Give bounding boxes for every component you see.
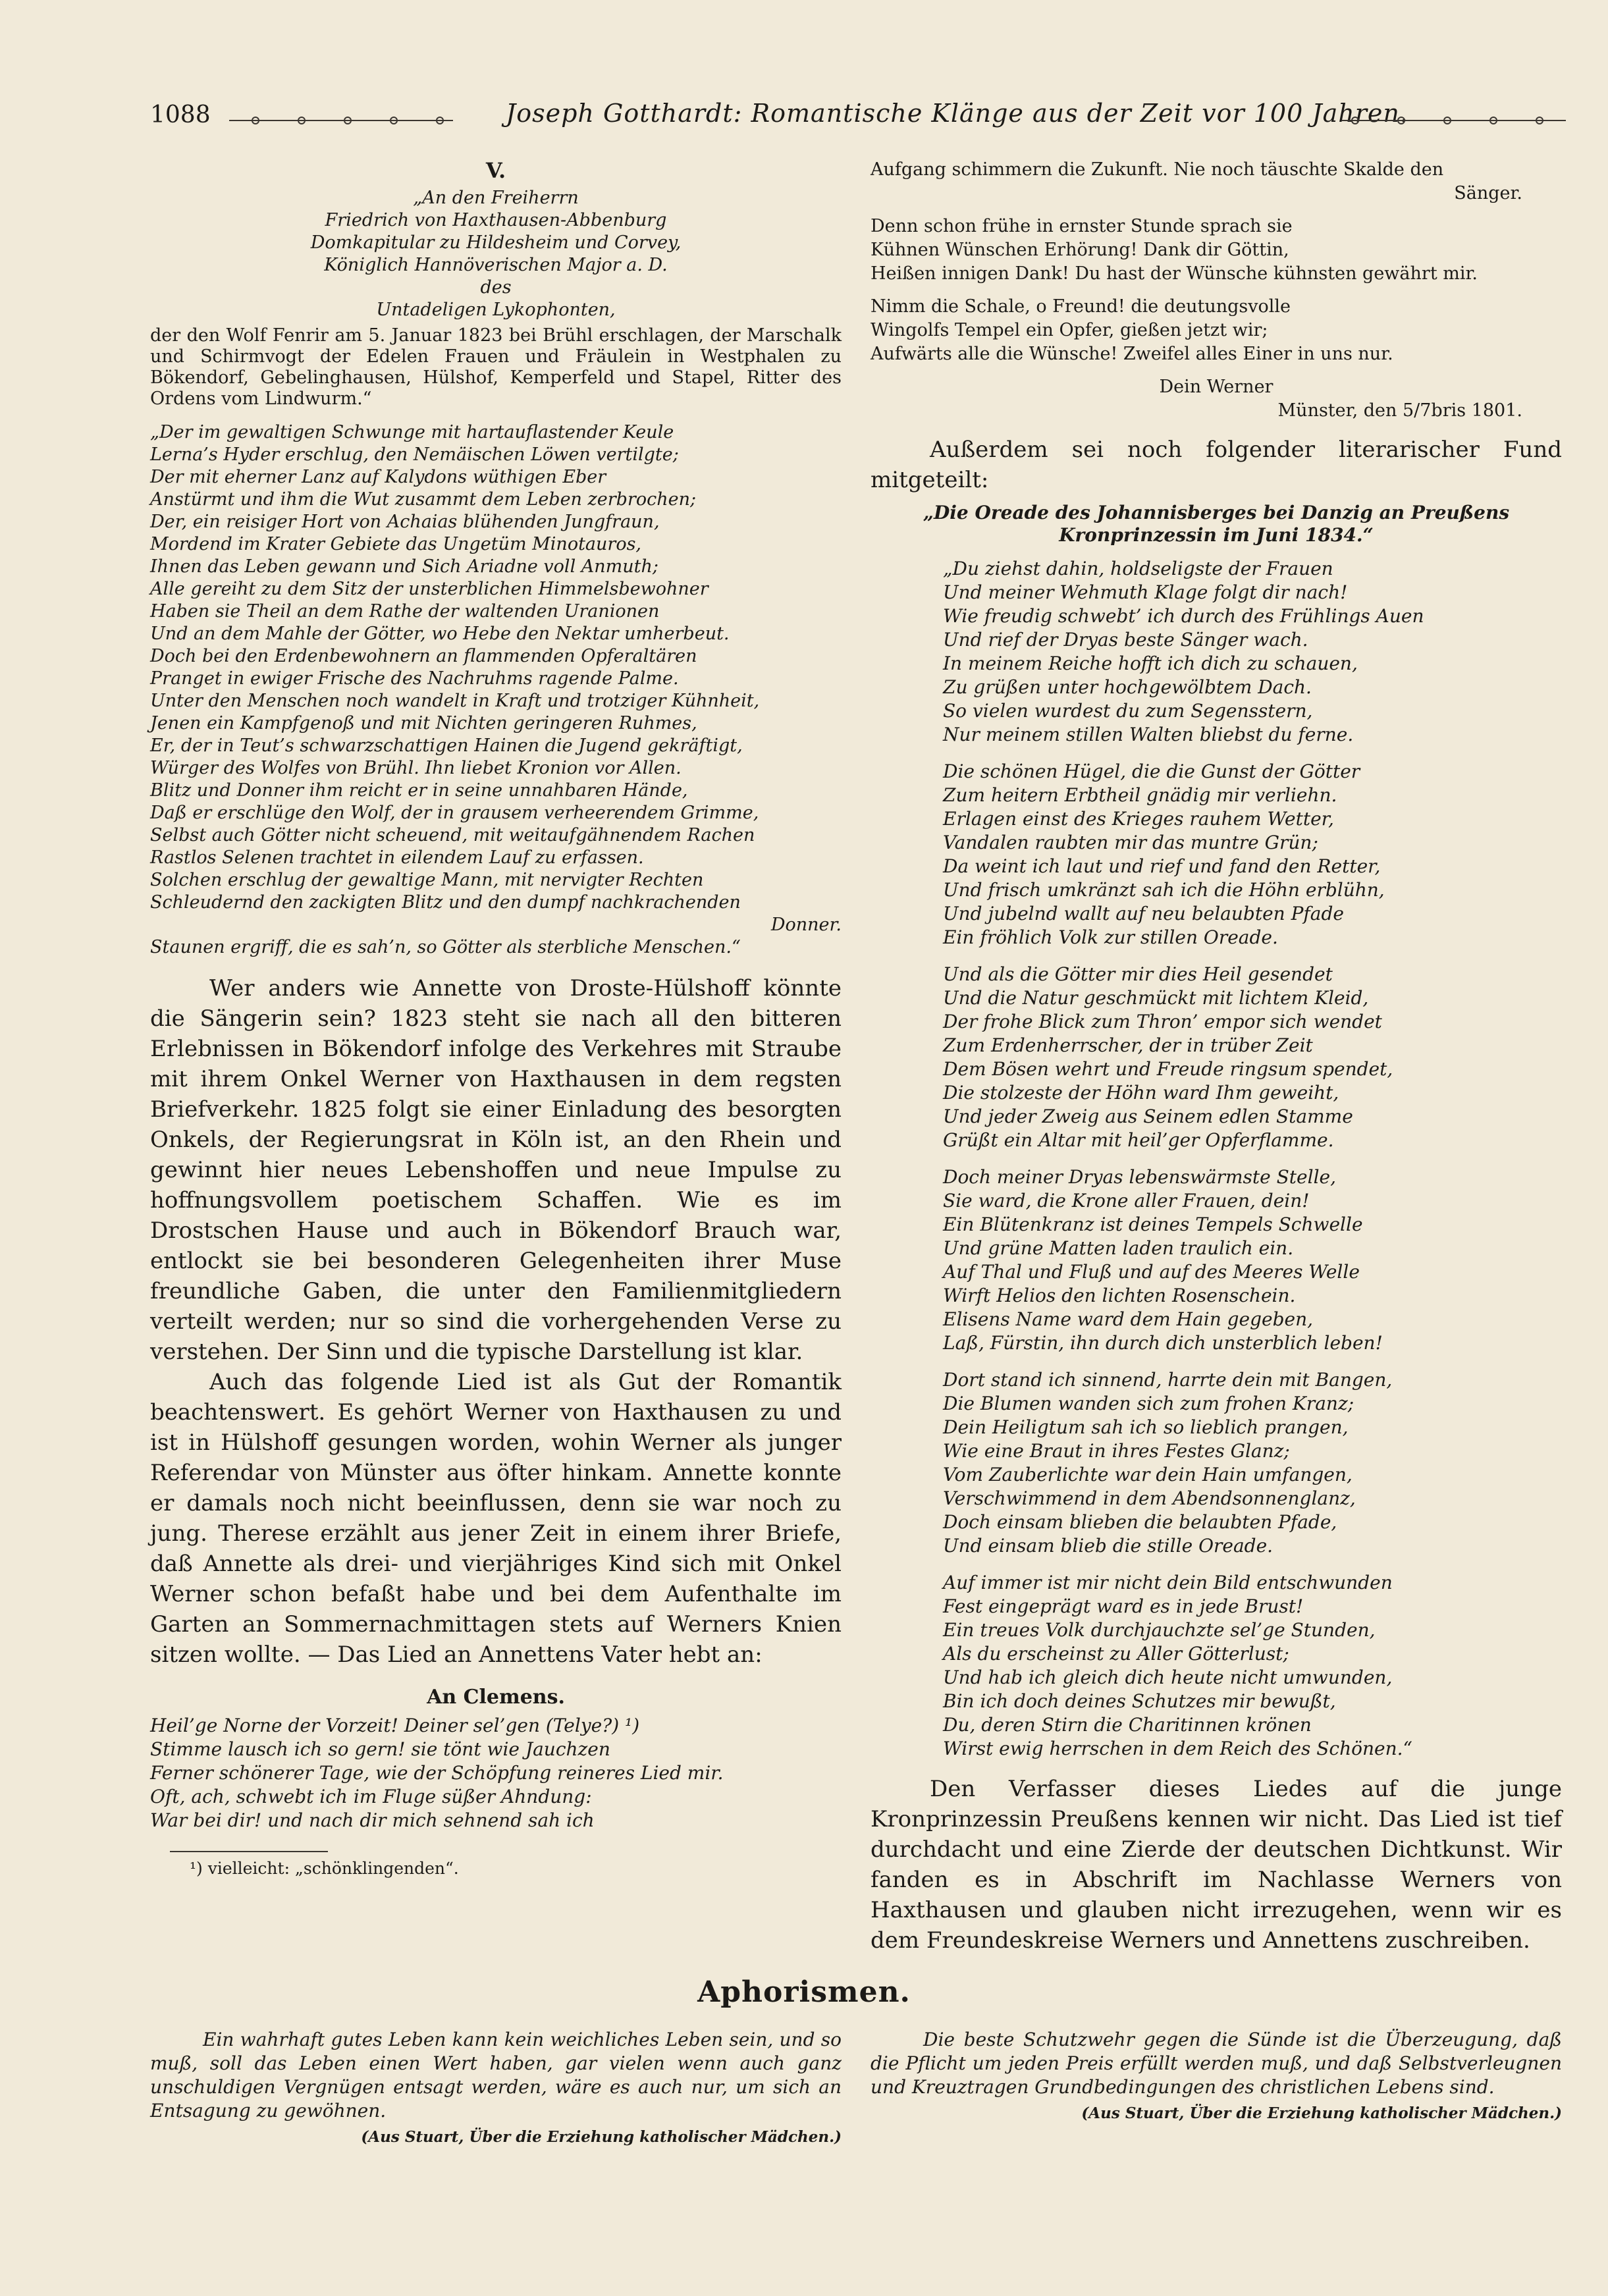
- right-column: [871, 158, 1562, 1956]
- poem-line: Haben sie Theil an dem Rathe der waltenden Uranionen: [150, 601, 660, 622]
- stanza-line: Als du erscheinst zu Aller Götterlust;: [943, 1643, 1289, 1665]
- stanza-line: Wirst ewig herrschen in dem Reich des Schönen.“: [943, 1738, 1412, 1759]
- dedication: [150, 187, 842, 321]
- stanza-line: Auf Thal und Fluß und auf des Meeres Welle: [943, 1261, 1360, 1283]
- ornament-right-icon: [1342, 116, 1566, 125]
- dedication-line: Untadeligen Lykophonten,: [376, 300, 616, 320]
- stanza-line: Und die Natur geschmückt mit lichtem Kleid,: [943, 987, 1369, 1009]
- poem-line: Solchen erschlug der gewaltige Mann, mit nervigter Rechten: [150, 870, 704, 890]
- aphorism-text: Ein wahrhaft gutes Leben kann kein weichliches Leben sein, und so muß, soll das Leben einen Wert haben, gar vielen wenn auch ganz unschuldigen Vergnügen entsagt werden, wäre es auch nur, um sich an Entsagung zu gewöhnen.: [150, 2029, 842, 2122]
- found-poem-title: „Die Oreade des Johannisberges bei Danzig an Preußens Kronprinzessin im Juni 1834.“: [923, 502, 1510, 546]
- stanza-line: Vom Zauberlichte war dein Hain umfangen,: [943, 1464, 1353, 1485]
- stanza-line: Elisens Name ward dem Hain gegeben,: [943, 1308, 1314, 1330]
- poem-line: Ihnen das Leben gewann und Sich Ariadne voll Anmuth;: [150, 556, 659, 577]
- poem-line: Und an dem Mahle der Götter, wo Hebe den Nektar umherbeut.: [150, 624, 730, 644]
- song: [150, 1714, 842, 1832]
- paragraph: Wer anders wie Annette von Droste-Hülshoff könnte die Sängerin sein? 1823 steht sie nach all den bitteren Erlebnissen in Bökendorf infolge des Verkehres mit Straube mit ihrem Onkel Werner von Haxthausen in dem regsten Briefverkehr. 1825 folgt sie einer Einladung des besorgten Onkels, der Regierungsrat in Köln ist, an den Rhein und gewinnt hier neues Lebenshoffen und neue Impulse zu hoffnungsvollem poetischem Schaffen. Wie es im Drostschen Hause und auch in Bökendorf Brauch war, entlockt sie bei besonderen Gelegenheiten ihrer Muse freundliche Gaben, die unter den Familienmitgliedern verteilt werden; nur so sind die vorhergehenden Verse zu verstehen. Der Sinn und die typische Darstellung ist klar.: [150, 975, 842, 1365]
- stanza-line: Auf immer ist mir nicht dein Bild entschwunden: [943, 1572, 1393, 1593]
- song-line: Stimme lausch ich so gern! sie tönt wie Jauchzen: [150, 1738, 610, 1760]
- poem-line: Denn schon frühe in ernster Stunde sprach sie: [871, 216, 1293, 236]
- dedication-line: „An den Freiherrn: [413, 188, 579, 208]
- paragraph: Den Verfasser dieses Liedes auf die junge Kronprinzessin Preußens kennen wir nicht. Das Lied ist tief durchdacht und eine Zierde der deutschen Dichtkunst. Wir fanden es in Abschrift im Nachlasse Werners von Haxthausen und glauben nicht irrezugehen, wenn wir es dem Freundeskreise Werners und Annettens zuschreiben.: [871, 1776, 1562, 1954]
- stanza: [871, 963, 1562, 1152]
- paragraph: Außerdem sei noch folgender literarischer Fund mitgeteilt:: [871, 437, 1562, 493]
- stanza-line: Und jubelnd wallt auf neu belaubten Pfade: [943, 903, 1344, 924]
- stanza-line: Zum heitern Erbtheil gnädig mir verliehn.: [943, 784, 1337, 806]
- stanza-line: Die stolzeste der Höhn ward Ihm geweiht,: [943, 1082, 1339, 1104]
- poem-line: Nimm die Schale, o Freund! die deutungsvolle: [871, 296, 1291, 317]
- ornament-left-icon: [229, 116, 453, 125]
- stanza-line: Und jeder Zweig aus Seinem edlen Stamme: [943, 1106, 1353, 1127]
- intro-paragraph: [871, 435, 1562, 495]
- poem-line: Staunen ergriff, die es sah’n, so Götter als sterbliche Menschen.“: [150, 937, 741, 957]
- aphorism-right: [871, 2028, 1562, 2125]
- poem-line: Rastlos Selenen trachtet in eilendem Lauf zu erfassen.: [150, 847, 644, 868]
- stanza-line: Und rief der Dryas beste Sänger wach.: [943, 629, 1308, 651]
- poem-line: Pranget in ewiger Frische des Nachruhms ragende Palme.: [150, 668, 679, 689]
- poem-line: Lerna’s Hyder erschlug, den Nemäischen Löwen vertilgte;: [150, 444, 679, 465]
- stanza-line: Verschwimmend in dem Abendsonnenglanz,: [943, 1487, 1356, 1509]
- song-title: An Clemens.: [427, 1686, 565, 1709]
- poem-line: Sänger.: [1454, 183, 1522, 203]
- stanza-line: Da weint ich laut und rief und fand den Retter,: [943, 855, 1381, 877]
- left-column: [150, 158, 842, 1878]
- stanza-line: Du, deren Stirn die Charitinnen krönen: [943, 1714, 1312, 1736]
- poem-line: Alle gereiht zu dem Sitz der unsterblichen Himmelsbewohner: [150, 579, 709, 599]
- dedication-line: Königlich Hannöverischen Major a. D.: [324, 255, 668, 275]
- poem-line: Kühnen Wünschen Erhörung! Dank dir Göttin,: [871, 240, 1289, 260]
- date-line: Münster, den 5/7bris 1801.: [1277, 400, 1522, 421]
- stanza-line: Ein Blütenkranz ist deines Tempels Schwelle: [943, 1214, 1363, 1235]
- stanza-line: Zum Erdenherrscher, der in trüber Zeit: [943, 1034, 1313, 1056]
- prose: [150, 973, 842, 1670]
- stanza-line: Und hab ich gleich dich heute nicht umwunden,: [943, 1667, 1393, 1688]
- poem: [150, 421, 842, 959]
- stanza-line: Grüßt ein Altar mit heil’ger Opferflamme.: [943, 1129, 1334, 1151]
- page-header: [150, 99, 1566, 141]
- footnote-rule: [170, 1851, 328, 1852]
- poem-line: Jenen ein Kampfgenoß und mit Nichten geringeren Ruhmes,: [150, 713, 697, 734]
- stanza-line: So vielen wurdest du zum Segensstern,: [943, 700, 1313, 722]
- stanza-line: Bin ich doch deines Schutzes mir bewußt,: [943, 1690, 1336, 1712]
- poem-line: Anstürmt und ihm die Wut zusammt dem Leben zerbrochen;: [150, 489, 697, 510]
- poem-line: Daß er erschlüge den Wolf, der in grausem verheerendem Grimme,: [150, 803, 759, 823]
- page-number: 1088: [150, 101, 211, 128]
- stanza: [871, 1368, 1562, 1558]
- stanza-line: Die schönen Hügel, die die Gunst der Götter: [943, 761, 1360, 782]
- song-line: Ferner schönerer Tage, wie der Schöpfung reineres Lied mir.: [150, 1762, 724, 1784]
- stanza-line: In meinem Reiche hofft ich dich zu schauen,: [943, 653, 1358, 674]
- dedication-body: der den Wolf Fenrir am 5. Januar 1823 bei Brühl erschlagen, der Marschalk und Schirmvogt der Edelen Frauen und Fräulein in Westphalen zu Bökendorf, Gebelinghausen, Hülshof, Kemperfeld und Stapel, Ritter des Ordens vom Lindwurm.“: [150, 325, 842, 409]
- poem-line: Donner.: [770, 915, 842, 935]
- stanza: [871, 557, 1562, 747]
- stanza-line: Ein treues Volk durchjauchzte sel’ge Stunden,: [943, 1619, 1376, 1641]
- stanza-line: Dort stand ich sinnend, harrte dein mit Bangen,: [943, 1369, 1393, 1391]
- stanza-line: Wirft Helios den lichten Rosenschein.: [943, 1285, 1296, 1306]
- stanza-line: Doch einsam blieben die belaubten Pfade,: [943, 1511, 1337, 1533]
- poem-line: Der, ein reisiger Hort von Achaias blühenden Jungfraun,: [150, 512, 660, 532]
- stanza-line: Vandalen raubten mir das muntre Grün;: [943, 832, 1318, 853]
- stanza-line: Nur meinem stillen Walten bliebst du ferne.: [943, 724, 1354, 745]
- dedication-line: des: [480, 277, 512, 298]
- dedication-line: Friedrich von Haxthausen-Abbenburg: [325, 210, 667, 230]
- song-line: Heil’ge Norne der Vorzeit! Deiner sel’gen (Telye?) ¹): [150, 1715, 640, 1736]
- stanza-line: Zu grüßen unter hochgewölbtem Dach.: [943, 676, 1312, 698]
- stanza-line: Die Blumen wanden sich zum frohen Kranz;: [943, 1393, 1354, 1414]
- aphorism-text: Die beste Schutzwehr gegen die Sünde ist die Überzeugung, daß die Pflicht um jeden Preis erfüllt werden muß, und daß Selbstverleugnen und Kreuztragen Grundbedingungen des christlichen Lebens sind.: [871, 2029, 1562, 2098]
- poem-line: Heißen innigen Dank! Du hast der Wünsche kühnsten gewährt mir.: [871, 263, 1478, 284]
- stanza-line: Der frohe Blick zum Thron’ empor sich wendet: [943, 1011, 1382, 1032]
- stanza-line: Erlagen einst des Krieges rauhem Wetter,: [943, 808, 1334, 830]
- poem-continuation: [871, 158, 1562, 423]
- poem-line: Er, der in Teut’s schwarzschattigen Hainen die Jugend gekräftigt,: [150, 735, 743, 756]
- poem-line: Blitz und Donner ihm reicht er in seine unnahbaren Hände,: [150, 780, 688, 801]
- stanza-line: Dem Bösen wehrt und Freude ringsum spendet,: [943, 1058, 1393, 1080]
- signature: Dein Werner: [1159, 377, 1273, 397]
- stanza-line: Und als die Götter mir dies Heil gesendet: [943, 963, 1333, 985]
- aphorism-source: (Aus Stuart, Über die Erziehung katholischer Mädchen.): [1081, 2104, 1562, 2122]
- poem-line: Selbst auch Götter nicht scheuend, mit weitaufgähnendem Rachen: [150, 825, 755, 845]
- poem-line: Wingolfs Tempel ein Opfer, gießen jetzt wir;: [871, 320, 1268, 340]
- closing-paragraph: [871, 1774, 1562, 1956]
- stanza-line: Doch meiner Dryas lebenswärmste Stelle,: [943, 1166, 1336, 1188]
- stanza-line: Fest eingeprägt ward es in jede Brust!: [943, 1595, 1304, 1617]
- aphorism-left: [150, 2028, 842, 2149]
- stanza-line: Wie eine Braut in ihres Festes Glanz;: [943, 1440, 1290, 1462]
- section-number: V.: [485, 158, 506, 183]
- running-title: Joseph Gotthardt: Romantische Klänge aus der Zeit vor 100 Jahren.: [506, 99, 1408, 128]
- stanza-line: Laß, Fürstin, ihn durch dich unsterblich leben!: [943, 1332, 1383, 1354]
- poem-line: Aufwärts alle die Wünsche! Zweifel alles Einer in uns nur.: [871, 344, 1393, 364]
- poem-line: Unter den Menschen noch wandelt in Kraft und trotziger Kühnheit,: [150, 691, 760, 711]
- poem-line: Mordend im Krater Gebiete das Ungetüm Minotauros,: [150, 534, 642, 554]
- stanza: [871, 1571, 1562, 1761]
- poem-line: Der mit eherner Lanz auf Kalydons wüthigen Eber: [150, 467, 606, 487]
- stanza: [871, 760, 1562, 949]
- aphorisms-title: Aphorismen.: [697, 1975, 911, 2009]
- poem-line: Doch bei den Erdenbewohnern an flammenden Opferaltären: [150, 646, 697, 666]
- poem-line: Schleudernd den zackigten Blitz und den dumpf nachkrachenden: [150, 892, 741, 913]
- stanza-line: „Du ziehst dahin, holdseligste der Frauen: [943, 558, 1333, 579]
- stanza-line: Und meiner Wehmuth Klage folgt dir nach!: [943, 581, 1348, 603]
- song-line: Oft, ach, schwebt ich im Fluge süßer Ahndung:: [150, 1786, 592, 1807]
- paragraph: Auch das folgende Lied ist als Gut der Romantik beachtenswert. Es gehört Werner von Haxthausen zu und ist in Hülshoff gesungen worden, wohin Werner als junger Referendar von Münster aus öfter hinkam. Annette konnte er damals noch nicht beeinflussen, denn sie war noch zu jung. Therese erzählt aus jener Zeit in einem ihrer Briefe, daß Annette als drei- und vierjähriges Kind sich mit Onkel Werner schon befaßt habe und bei dem Aufenthalte im Garten an Sommernachmittagen stets auf Werners Knien sitzen wollte. — Das Lied an Annettens Vater hebt an:: [150, 1369, 842, 1668]
- stanza-line: Ein fröhlich Volk zur stillen Oreade.: [943, 926, 1278, 948]
- song-line: War bei dir! und nach dir mich sehnend sah ich: [150, 1809, 595, 1831]
- poem-line: „Der im gewaltigen Schwunge mit hartauflastender Keule: [150, 422, 674, 442]
- stanza-line: Und grüne Matten laden traulich ein.: [943, 1237, 1294, 1259]
- stanza: [871, 1165, 1562, 1355]
- stanza-line: Und frisch umkränzt sah ich die Höhn erblühn,: [943, 879, 1385, 901]
- poem-line: Würger des Wolfes von Brühl. Ihn liebet Kronion vor Allen.: [150, 758, 682, 778]
- poem-line: Aufgang schimmern die Zukunft. Nie noch täuschte Skalde den: [871, 159, 1444, 180]
- footnote: ¹) vielleicht: „schönklingenden“.: [190, 1859, 459, 1878]
- stanza-line: Wie freudig schwebt’ ich durch des Frühlings Auen: [943, 605, 1424, 627]
- aphorism-source: (Aus Stuart, Über die Erziehung katholischer Mädchen.): [361, 2128, 842, 2146]
- stanza-line: Und einsam blieb die stille Oreade.: [943, 1535, 1273, 1557]
- stanza-line: Dein Heiligtum sah ich so lieblich prangen,: [943, 1416, 1349, 1438]
- dedication-line: Domkapitular zu Hildesheim und Corvey,: [310, 232, 682, 253]
- stanza-line: Sie ward, die Krone aller Frauen, dein!: [943, 1190, 1310, 1212]
